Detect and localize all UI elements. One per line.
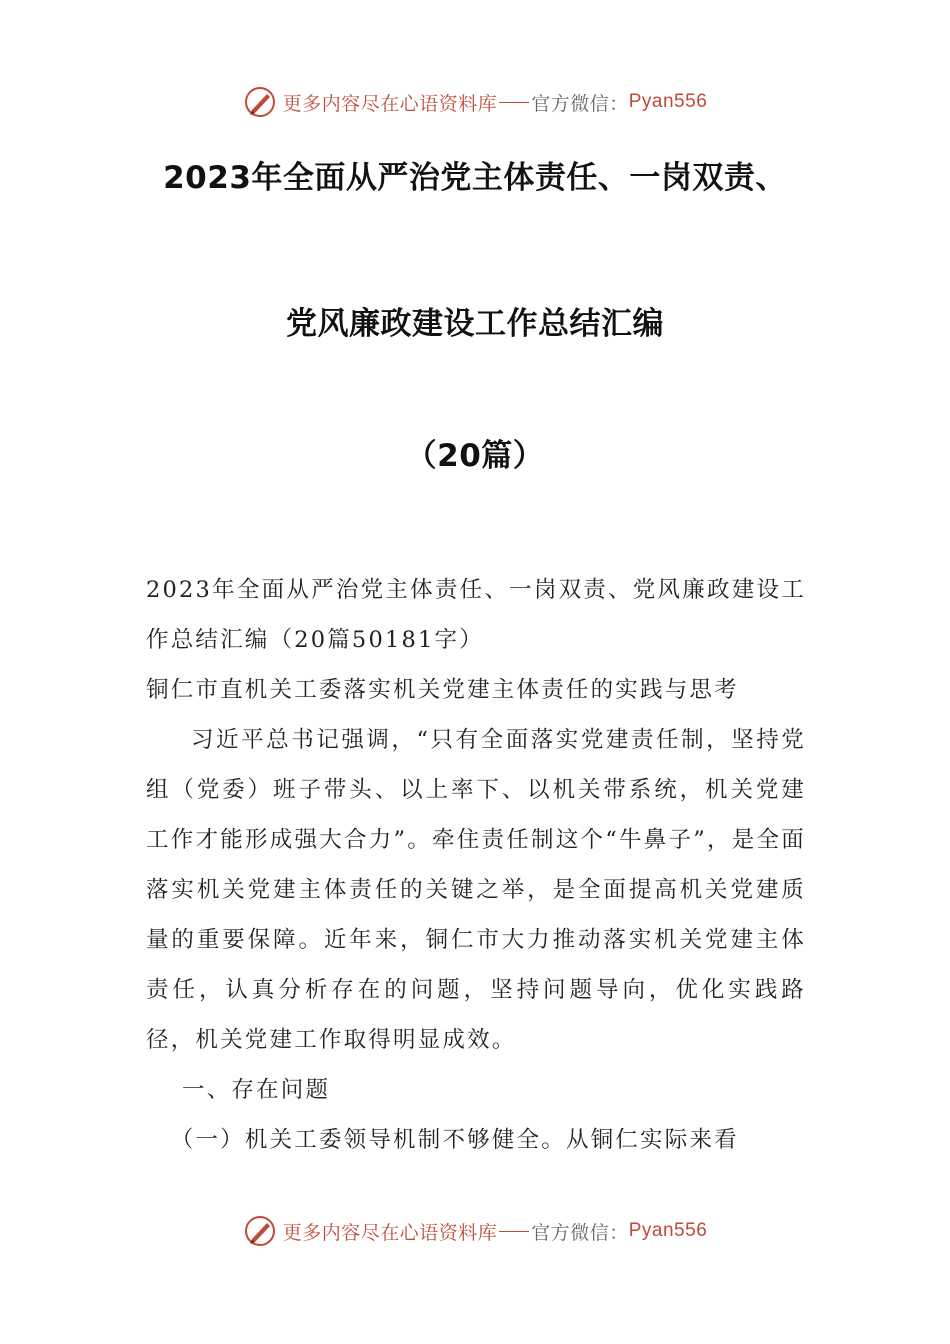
section-heading: 一、存在问题 (182, 1077, 331, 1103)
watermark-dash (499, 1231, 529, 1232)
watermark-site-text: 更多内容尽在心语资料库 (282, 1221, 498, 1244)
doc-title-line-2: 党风廉政建设工作总结汇编 (286, 306, 664, 342)
watermark-wechat-id: Pyan556 (628, 1220, 708, 1241)
subsection-heading: （一）机关工委领导机制不够健全。从铜仁实际来看 (170, 1127, 739, 1153)
doc-title-line-1: 2023年全面从严治党主体责任、一岗双责、 (163, 160, 787, 196)
document-body (146, 565, 806, 1165)
summary-line: 2023年全面从严治党主体责任、一岗双责、党风廉政建设工作总结汇编（20篇50181字） (146, 577, 806, 653)
watermark-banner-top (0, 82, 950, 122)
watermark-wechat-label: 官方微信： (531, 1221, 629, 1244)
watermark-site-text: 更多内容尽在心语资料库 (282, 92, 498, 115)
doc-title-count: （20篇） (405, 438, 545, 474)
watermark-wechat-label: 官方微信： (531, 92, 629, 115)
watermark-wechat-id: Pyan556 (628, 91, 708, 112)
article-title: 铜仁市直机关工委落实机关党建主体责任的实践与思考 (146, 677, 739, 703)
pen-logo-icon (243, 1214, 277, 1248)
pen-logo-icon (243, 85, 277, 119)
watermark-banner-bottom (0, 1211, 950, 1251)
paragraph-intro: 习近平总书记强调，“只有全面落实党建责任制，坚持党组（党委）班子带头、以上率下、以机关带系统，机关党建工作才能形成强大合力”。牵住责任制这个“牛鼻子”，是全面落实机关党建主体责任的关键之举，是全面提高机关党建质量的重要保障。近年来，铜仁市大力推动落实机关党建主体责任，认真分析存在的问题，坚持问题导向，优化实践路径，机关党建工作取得明显成效。 (146, 727, 806, 1053)
watermark-dash (499, 102, 529, 103)
